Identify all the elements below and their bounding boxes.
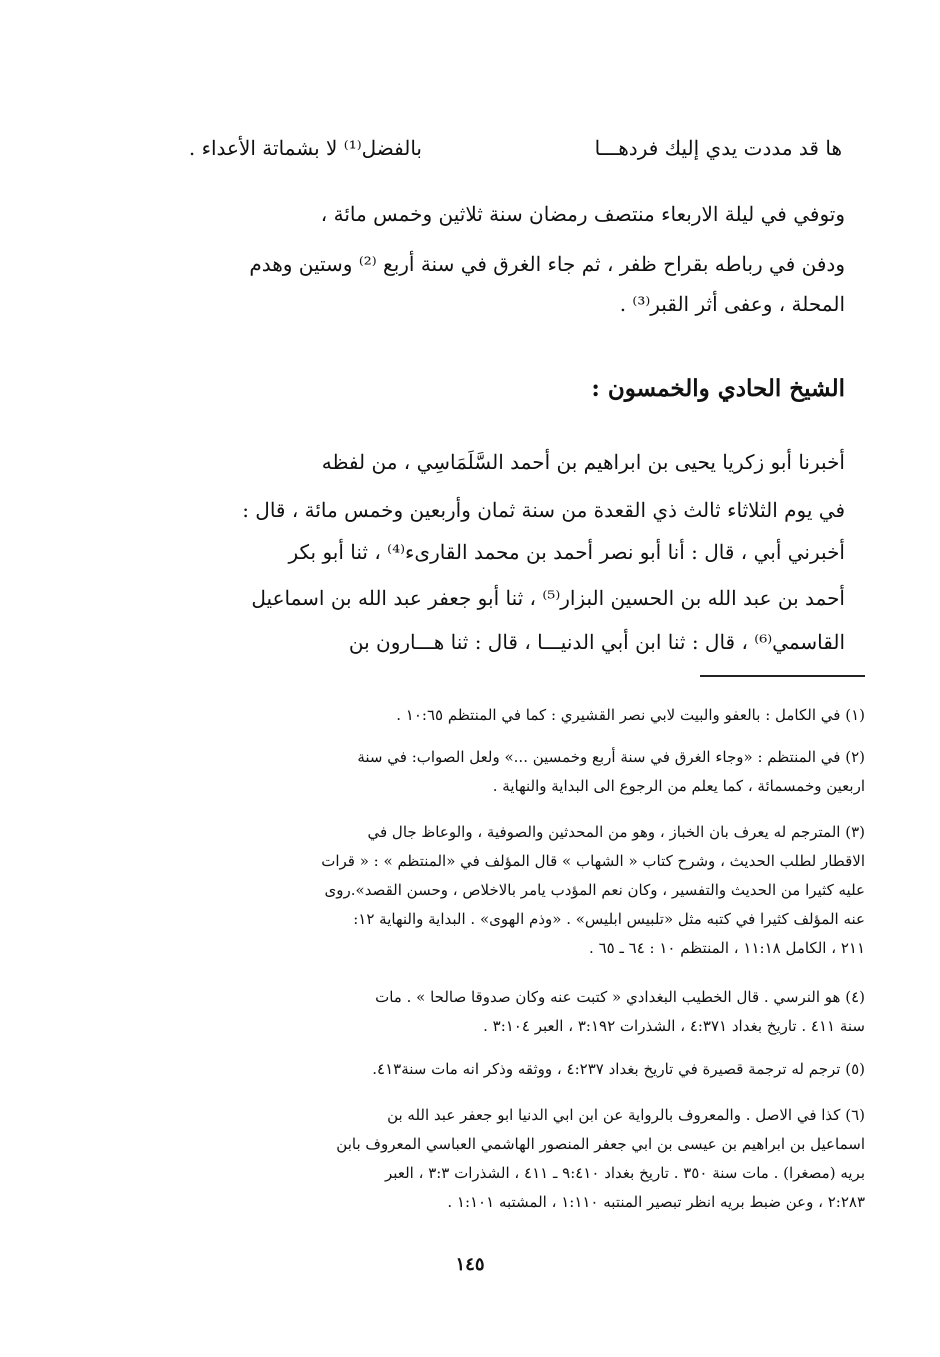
isnad-paragraph-line: أحمد بن عبد الله بن الحسين البزار⁽⁵⁾ ، ثنا أبو جعفر عبد الله بن اسماعيل [251,586,845,610]
isnad-paragraph-line: القاسمي⁽⁶⁾ ، قال : ثنا ابن أبي الدنيـــا ، قال : ثنا هـــارون بن [348,630,845,654]
footnote-3-line: عنه المؤلف كثيرا في كتبه مثل «تلبيس ابليس» . «وذم الهوى» . البداية والنهاية ١٢: [353,910,865,928]
footnote-6-line: بريه (مصغرا) . مات سنة ٣٥٠ . تاريخ بغداد ٩:٤١٠ ـ ٤١١ ، الشذرات ٣:٣ ، العبر [385,1164,865,1182]
verse-first-hemistich: ها قد مددت يدي إليك فردهـــا [594,136,842,160]
footnote-6-line: ٢:٢٨٣ ، وعن ضبط بريه انظر تبصير المنتبه ١:١١٠ ، المشتبه ١:١٠١ . [447,1193,865,1211]
death-paragraph-line: وتوفي في ليلة الاربعاء منتصف رمضان سنة ثلاثين وخمس مائة ، [320,202,845,226]
footnote-4-line: (٤) هو النرسي . قال الخطيب البغدادي « كتبت عنه وكان صدوقا صالحا » . مات [375,988,865,1006]
section-heading: الشيخ الحادي والخمسون : [591,375,845,402]
footnote-3-line: الاقطار لطلب الحديث ، وشرح كتاب « الشهاب » قال المؤلف في «المنتظم » : « قرات [321,852,865,870]
footnote-separator [700,675,865,677]
footnote-2-line: اربعين وخمسمائة ، كما يعلم من الرجوع الى البداية والنهاية . [492,777,865,795]
footnote-3-line: ٢١١ ، الكامل ١١:١٨ ، المنتظم ١٠ : ٦٤ ـ ٦٥ . [589,939,865,957]
footnote-3-line: (٣) المترجم له يعرف بان الخباز ، وهو من المحدثين والصوفية ، والوعاظ جال في [367,823,865,841]
footnote-3-line: عليه كثيرا من الحديث والتفسير ، وكان نعم المؤدب يامر بالاخلاص ، وحسن القصد».روى [324,881,865,899]
footnote-6-line: (٦) كذا في الاصل . والمعروف بالرواية عن ابن ابي الدنيا ابو جعفر عبد الله بن [387,1106,865,1124]
isnad-paragraph-line: في يوم الثلاثاء ثالث ذي القعدة من سنة ثمان وأربعين وخمس مائة ، قال : [242,498,845,522]
footnote-4-line: سنة ٤١١ . تاريخ بغداد ٤:٣٧١ ، الشذرات ٣:١٩٢ ، العبر ٣:١٠٤ . [483,1017,865,1035]
footnote-5: (٥) ترجم له ترجمة قصيرة في تاريخ بغداد ٤:٢٣٧ ، ووثقه وذكر انه مات سنة٤١٣. [372,1060,865,1078]
footnote-1: (١) في الكامل : بالعفو والبيت لابي نصر القشيري : كما في المنتظم ١٠:٦٥ . [396,706,865,724]
isnad-paragraph-line: أخبرني أبي ، قال : أنا أبو نصر أحمد بن محمد القارىء⁽⁴⁾ ، ثنا أبو بكر [288,540,845,564]
page-number: ١٤٥ [455,1254,485,1275]
death-paragraph-line: المحلة ، وعفى أثر القبر⁽³⁾ . [619,292,845,316]
verse-second-hemistich: بالفضل⁽¹⁾ لا بشماتة الأعداء . [188,136,422,160]
poetry-verse [82,128,842,168]
death-paragraph-line: ودفن في رباطه بقراح ظفر ، ثم جاء الغرق في سنة أربع ⁽²⁾ وستين وهدم [249,252,845,276]
footnote-2-line: (٢) في المنتظم : «وجاء الغرق في سنة أربع وخمسين ...» ولعل الصواب: في سنة [357,748,865,766]
footnote-6-line: اسماعيل بن ابراهيم بن عيسى بن ابي جعفر المنصور الهاشمي العباسي المعروف بابن [336,1135,865,1153]
isnad-paragraph-line: أخبرنا أبو زكريا يحيى بن ابراهيم بن أحمد السَّلَمَاسِي ، من لفظه [321,450,845,474]
